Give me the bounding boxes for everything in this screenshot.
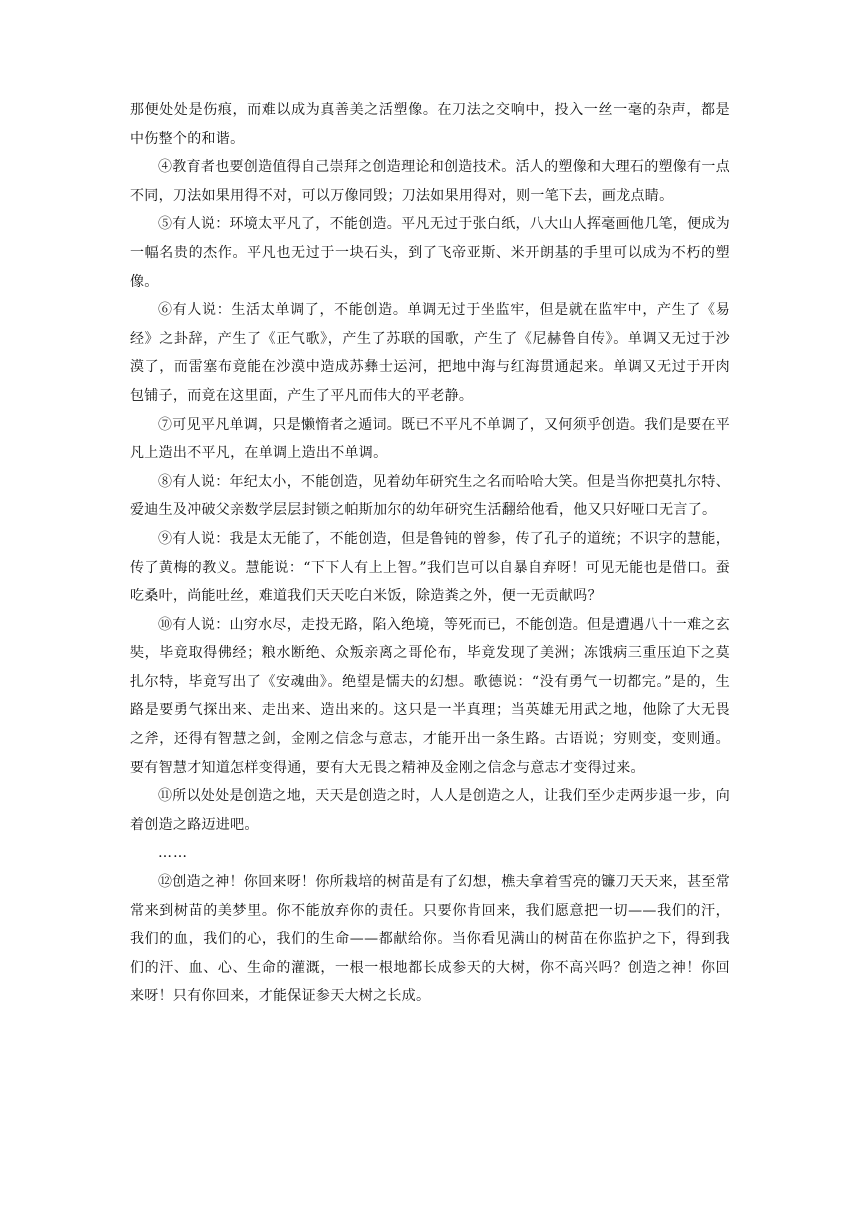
paragraph-12: ⑫创造之神！你回来呀！你所栽培的树苗是有了幻想，樵夫拿着雪亮的镰刀天天来，甚至常常来到树苗的美梦里。你不能放弃你的责任。只要你肯回来，我们愿意把一切——我们的汗，我们的血，我们的心，我们的生命——都献给你。当你看见满山的树苗在你监护之下，得到我们的汗、血、心、生命的灌溉，一根一根地都长成参天的大树，你不高兴吗？创造之神！你回来呀！只有你回来，才能保证参天大树之长成。 (130, 874, 730, 1005)
paragraph-6: ⑥有人说：生活太单调了，不能创造。单调无过于坐监牢，但是就在监牢中，产生了《易经》之卦辞，产生了《正气歌》，产生了苏联的国歌，产生了《尼赫鲁自传》。单调又无过于沙漠了，而雷塞布竟能在沙漠中造成苏彝士运河，把地中海与红海贯通起来。单调又无过于开肉包铺子，而竟在这里面，产生了平凡而伟大的平老静。 (130, 302, 730, 404)
paragraph-10: ⑩有人说：山穷水尽，走投无路，陷入绝境，等死而已，不能创造。但是遭遇八十一难之玄奘，毕竟取得佛经；粮水断绝、众叛亲离之哥伦布，毕竟发现了美洲；冻饿病三重压迫下之莫扎尔特，毕竟写出了《安魂曲》。绝望是懦夫的幻想。歌德说：“没有勇气一切都完。”是的，生路是要勇气探出来、走出来、造出来的。这只是一半真理；当英雄无用武之地，他除了大无畏之斧，还得有智慧之剑，金刚之信念与意志，才能开出一条生路。古语说；穷则变，变则通。要有智慧才知道怎样变得通，要有大无畏之精神及金刚之信念与意志才变得过来。 (130, 616, 730, 776)
ellipsis-separator: …… (158, 845, 188, 862)
paragraph-9: ⑨有人说：我是太无能了，不能创造，但是鲁钝的曾参，传了孔子的道统；不识字的慧能，传了黄梅的教义。慧能说：“下下人有上上智。”我们岂可以自暴自弃呀！可见无能也是借口。蚕吃桑叶，尚能吐丝，难道我们天天吃白米饭，除造粪之外，便一无贡献吗？ (130, 530, 730, 605)
paragraph-5: ⑤有人说：环境太平凡了，不能创造。平凡无过于张白纸，八大山人挥毫画他几笔，便成为一幅名贵的杰作。平凡也无过于一块石头，到了飞帝亚斯、米开朗基的手里可以成为不朽的塑像。 (130, 216, 730, 290)
paragraph-8: ⑧有人说：年纪太小，不能创造，见着幼年研究生之名而哈哈大笑。但是当你把莫扎尔特、爱迪生及冲破父亲数学层层封锁之帕斯加尔的幼年研究生活翻给他看，他又只好哑口无言了。 (130, 473, 730, 519)
paragraph-continued: 那便处处是伤痕，而难以成为真善美之活塑像。在刀法之交响中，投入一丝一毫的杂声，都是中伤整个的和谐。 (130, 102, 730, 147)
paragraph-4: ④教育者也要创造值得自己崇拜之创造理论和创造技术。活人的塑像和大理石的塑像有一点不同，刀法如果用得不对，可以万像同毁；刀法如果用得对，则一笔下去，画龙点睛。 (130, 159, 730, 204)
paragraph-11: ⑪所以处处是创造之地，天天是创造之时，人人是创造之人，让我们至少走两步退一步，向着创造之路迈进吧。 (130, 788, 730, 833)
paragraph-7: ⑦可见平凡单调，只是懒惰者之遁词。既已不平凡不单调了，又何须乎创造。我们是要在平凡上造出不平凡，在单调上造出不单调。 (130, 416, 730, 462)
document-page (130, 96, 730, 1011)
